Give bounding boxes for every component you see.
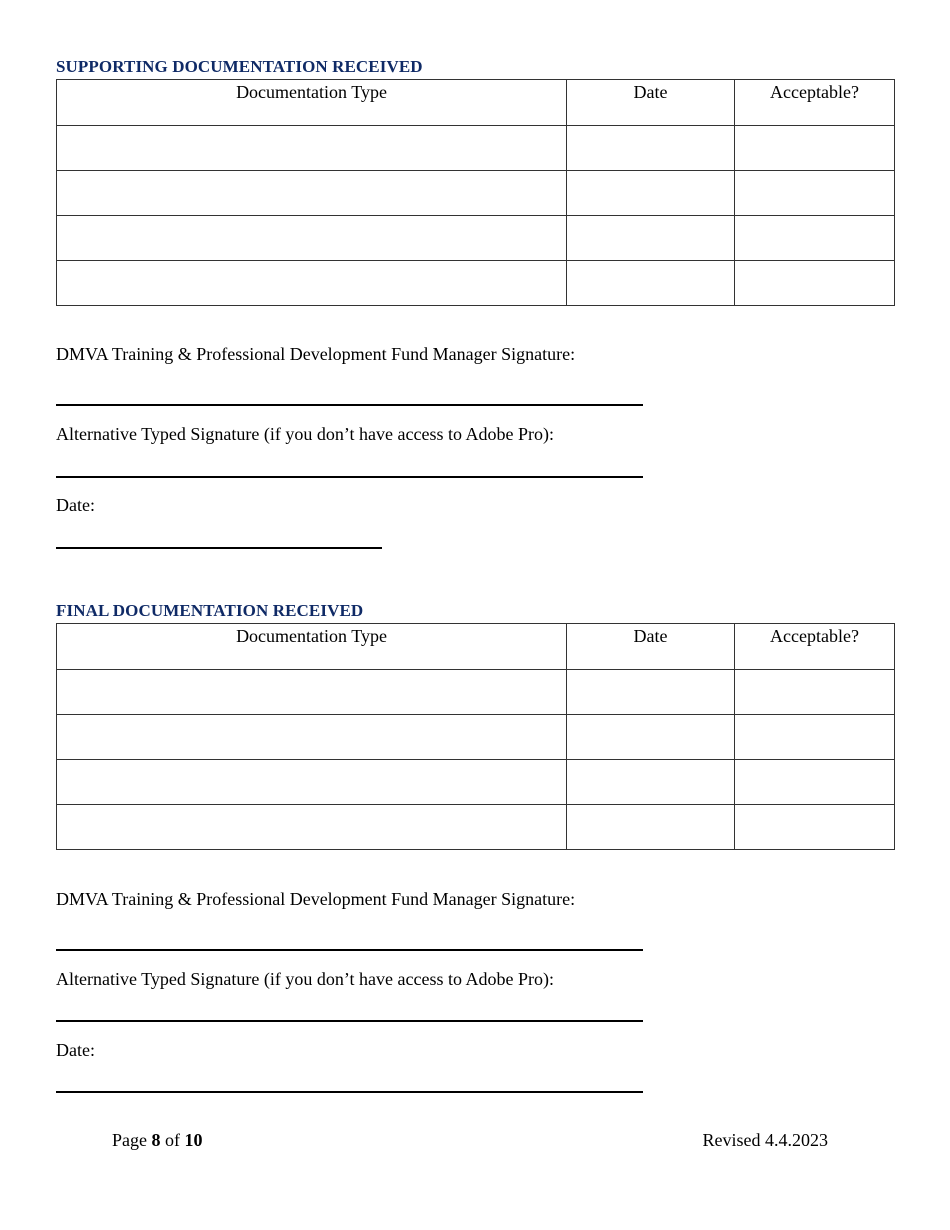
table-row xyxy=(57,805,895,850)
supporting-section-title: SUPPORTING DOCUMENTATION RECEIVED xyxy=(56,57,423,76)
documentation-type-cell[interactable] xyxy=(57,805,567,850)
date-cell[interactable] xyxy=(567,126,735,171)
date-label: Date: xyxy=(56,495,95,515)
date-cell[interactable] xyxy=(567,261,735,306)
revision-date: Revised 4.4.2023 xyxy=(702,1130,828,1150)
page-number xyxy=(112,1130,203,1151)
acceptable-cell[interactable] xyxy=(735,261,895,306)
supporting-documentation-table xyxy=(56,79,895,306)
table-row xyxy=(57,126,895,171)
documentation-type-cell[interactable] xyxy=(57,261,567,306)
alt-signature-line[interactable] xyxy=(56,1020,643,1022)
manager-signature-line[interactable] xyxy=(56,949,643,951)
column-header-acceptable: Acceptable? xyxy=(735,80,895,126)
alt-signature-line[interactable] xyxy=(56,476,643,478)
column-header-date: Date xyxy=(567,80,735,126)
documentation-type-cell[interactable] xyxy=(57,171,567,216)
table-row xyxy=(57,171,895,216)
manager-signature-line[interactable] xyxy=(56,404,643,406)
page-total: 10 xyxy=(184,1130,203,1150)
acceptable-cell[interactable] xyxy=(735,805,895,850)
documentation-type-cell[interactable] xyxy=(57,216,567,261)
final-documentation-table xyxy=(56,623,895,850)
page-current: 8 xyxy=(151,1130,161,1150)
column-header-documentation-type: Documentation Type xyxy=(57,80,567,126)
acceptable-cell[interactable] xyxy=(735,715,895,760)
date-cell[interactable] xyxy=(567,216,735,261)
documentation-type-cell[interactable] xyxy=(57,760,567,805)
acceptable-cell[interactable] xyxy=(735,171,895,216)
date-line[interactable] xyxy=(56,547,382,549)
date-cell[interactable] xyxy=(567,805,735,850)
table-header-row xyxy=(57,80,895,126)
column-header-date: Date xyxy=(567,624,735,670)
table-header-row xyxy=(57,624,895,670)
table-row xyxy=(57,261,895,306)
date-cell[interactable] xyxy=(567,670,735,715)
manager-signature-label: DMVA Training & Professional Development Fund Manager Signature: xyxy=(56,344,576,364)
column-header-documentation-type: Documentation Type xyxy=(57,624,567,670)
acceptable-cell[interactable] xyxy=(735,670,895,715)
final-section-title: FINAL DOCUMENTATION RECEIVED xyxy=(56,601,364,620)
date-line[interactable] xyxy=(56,1091,643,1093)
acceptable-cell[interactable] xyxy=(735,216,895,261)
date-label: Date: xyxy=(56,1040,95,1060)
documentation-type-cell[interactable] xyxy=(57,126,567,171)
column-header-acceptable: Acceptable? xyxy=(735,624,895,670)
page-of: of xyxy=(165,1130,180,1150)
date-cell[interactable] xyxy=(567,715,735,760)
table-row xyxy=(57,216,895,261)
table-row xyxy=(57,760,895,805)
acceptable-cell[interactable] xyxy=(735,126,895,171)
alt-signature-label: Alternative Typed Signature (if you don’t have access to Adobe Pro): xyxy=(56,424,554,444)
date-cell[interactable] xyxy=(567,760,735,805)
documentation-type-cell[interactable] xyxy=(57,670,567,715)
table-row xyxy=(57,715,895,760)
manager-signature-label: DMVA Training & Professional Development Fund Manager Signature: xyxy=(56,889,576,909)
documentation-type-cell[interactable] xyxy=(57,715,567,760)
page-prefix: Page xyxy=(112,1130,147,1150)
table-row xyxy=(57,670,895,715)
alt-signature-label: Alternative Typed Signature (if you don’t have access to Adobe Pro): xyxy=(56,969,554,989)
date-cell[interactable] xyxy=(567,171,735,216)
acceptable-cell[interactable] xyxy=(735,760,895,805)
